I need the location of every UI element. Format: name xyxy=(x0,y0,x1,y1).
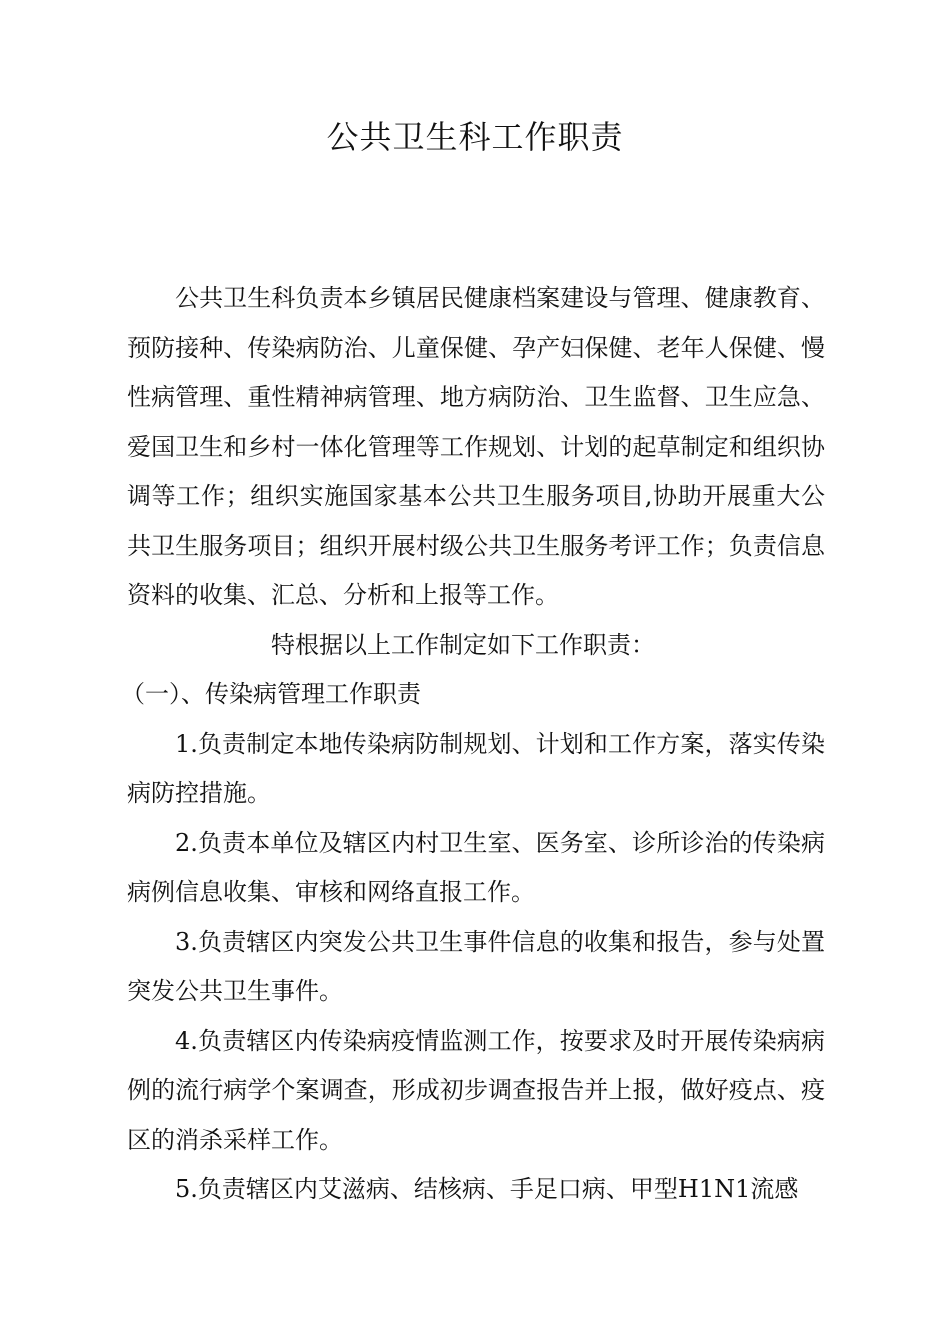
document-title: 公共卫生科工作职责 xyxy=(326,118,624,156)
section-heading: （一）、传染病管理工作职责 xyxy=(121,680,421,708)
intro-paragraph: 公共卫生科负责本乡镇居民健康档案建设与管理、健康教育、预防接种、传染病防治、儿童保健、孕产妇保健、老年人保健、慢性病管理、重性精神病管理、地方病防治、卫生监督、卫生应急、爱国卫生和乡村一体化管理等工作规划、计划的起草制定和组织协调等工作；组织实施国家基本公共卫生服务项目,协助开展重大公共卫生服务项目；组织开展村级公共卫生服务考评工作；负责信息资料的收集、汇总、分析和上报等工作。 xyxy=(127,284,825,609)
duty-item-3: 3.负责辖区内突发公共卫生事件信息的收集和报告，参与处置突发公共卫生事件。 xyxy=(127,927,825,1005)
duty-item-2: 2.负责本单位及辖区内村卫生室、医务室、诊所诊治的传染病病例信息收集、审核和网络直报工作。 xyxy=(127,828,825,906)
duty-item-1: 1.负责制定本地传染病防制规划、计划和工作方案，落实传染病防控措施。 xyxy=(127,729,825,807)
lead-in-line: 特根据以上工作制定如下工作职责： xyxy=(271,630,655,659)
duty-item-4: 4.负责辖区内传染病疫情监测工作，按要求及时开展传染病病例的流行病学个案调查，形成初步调查报告并上报，做好疫点、疫区的消杀采样工作。 xyxy=(127,1026,825,1154)
document-body xyxy=(121,274,825,1215)
duty-item-5: 5.负责辖区内艾滋病、结核病、手足口病、甲型H1N1流感 xyxy=(175,1175,799,1203)
